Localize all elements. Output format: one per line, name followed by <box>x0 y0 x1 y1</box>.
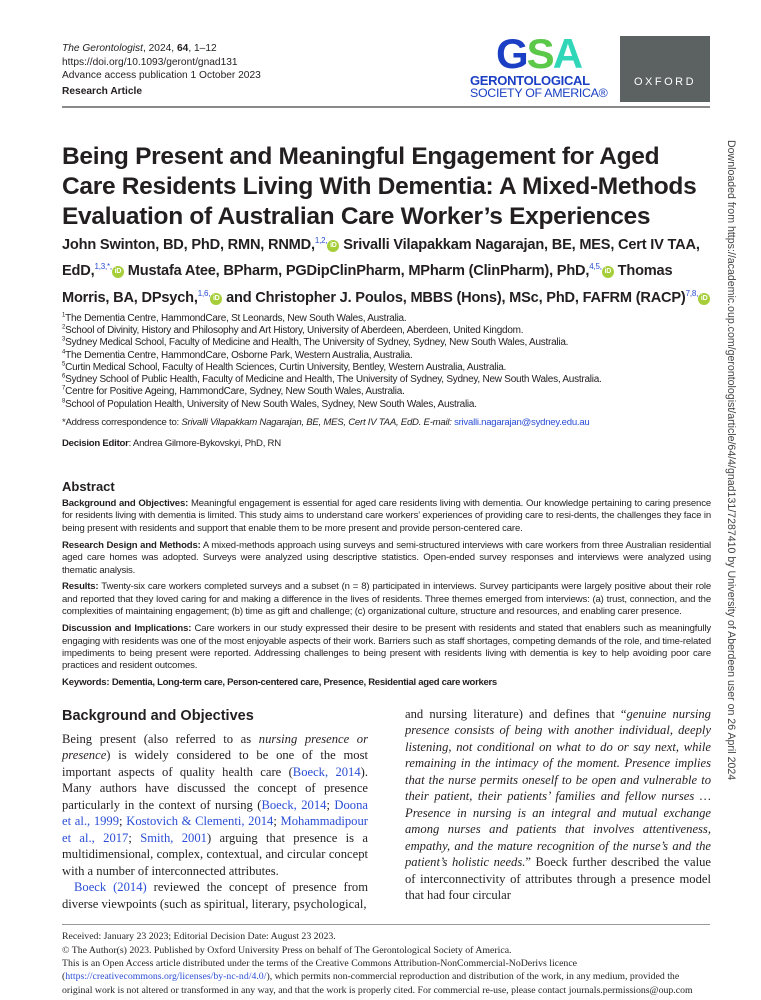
article-type: Research Article <box>62 85 143 97</box>
affiliation-marker[interactable]: 1,6, <box>197 288 211 298</box>
affiliation-marker[interactable]: 1,2, <box>314 236 328 245</box>
volume: 64 <box>176 43 189 54</box>
orcid-icon[interactable]: iD <box>698 293 710 305</box>
affiliation-text: The Dementia Centre, HammondCare, Osborne Park, Western Australia, Australia. <box>65 349 413 361</box>
affiliation-number: 1 <box>62 312 66 319</box>
author-name: Thomas Morris, BA, DPsych, <box>62 263 673 306</box>
correspondence-email-link[interactable]: srivalli.nagarajan@sydney.edu.au <box>454 416 590 428</box>
body-text: ; <box>119 814 127 829</box>
abstract-body <box>62 498 711 690</box>
footer-divider <box>62 924 710 925</box>
oxford-logo-text: OXFORD <box>633 76 697 88</box>
body-text: ; <box>273 814 281 829</box>
doi-link[interactable]: https://doi.org/10.1093/geront/gnad131 <box>62 56 238 68</box>
abstract-text: Care workers in our study expressed their desire to be present with residents and stated that enablers such as meaningfully engaging with residents was one of the most enjoyable aspects of their work. Barriers such as staff shortages, competing demands of the role, and time-related impediments to being present were reported. Addressing challenges to being present with residents living with dementia is key to help avoiding poor care practices and resident outcomes. <box>62 623 711 672</box>
body-text: ) arguing that presence is a multidimensional, complex, contextual, and circular concept with a number of interconnected attributes. <box>62 830 368 878</box>
citation-text: , 2024, <box>142 43 177 54</box>
affiliation-marker[interactable]: 1,3,*, <box>94 262 112 272</box>
citation-link[interactable]: Doona et al., 1999 <box>62 797 368 829</box>
affiliation <box>62 337 712 349</box>
orcid-icon[interactable]: iD <box>210 293 222 305</box>
decision-editor <box>62 438 712 450</box>
gsa-logo-line2: SOCIETY OF AMERICA® <box>470 86 608 100</box>
citation-link[interactable]: Mohammadipour et al., 2017 <box>62 814 368 845</box>
body-text: ; <box>326 797 335 812</box>
affiliation <box>62 374 712 386</box>
citation-link[interactable]: Boeck (2014) <box>74 880 147 895</box>
abstract-label: Background and Objectives: <box>62 498 189 509</box>
body-text: and nursing literature) and defines that “ <box>405 706 627 721</box>
download-note <box>722 140 742 781</box>
keywords-label: Keywords: <box>62 677 110 689</box>
body-paragraph <box>62 731 368 880</box>
affiliation <box>62 313 712 325</box>
affiliation-number: 6 <box>62 373 66 380</box>
author-block <box>62 230 712 450</box>
body-column-right-wrapper <box>405 706 711 904</box>
body-text: ” Boeck further described the value of interconnectivity of attributes through a presence model that had four circular <box>405 855 711 903</box>
abstract-section <box>62 623 711 673</box>
abstract-heading: Abstract <box>62 479 115 494</box>
keywords-list: Dementia, Long-term care, Person-centered care, Presence, Residential aged care workers <box>109 677 497 689</box>
body-column-right <box>405 706 711 904</box>
abstract-text: Meaningful engagement is essential for aged care residents living with dementia. Our knowledge pertaining to caring presence for residents living with dementia is limited. This study aims to understand care workers’ experiences of providing care to resi-dents, the challenges they face in being present with residents and support that enable them to be more present and provide person-centered care. <box>62 498 711 534</box>
citation-link[interactable]: Boeck, 2014 <box>292 764 361 779</box>
affiliation-text: Curtin Medical School, Faculty of Health Sciences, Curtin University, Bentley, Western Australia, Australia. <box>65 361 507 373</box>
body-text: ; <box>128 830 141 845</box>
affiliation-text: Centre for Positive Ageing, HammondCare, Sydney, New South Wales, Australia. <box>65 386 405 398</box>
affiliation-marker[interactable]: 4,5, <box>589 262 602 272</box>
keywords <box>62 677 711 689</box>
affiliation <box>62 399 712 411</box>
body-text: ). Many authors have discussed the concept of presence particularly in the context of nursing ( <box>62 764 368 812</box>
body-text: reviewed the concept of presence from diverse viewpoints (such as spiritual, literary, psychological, <box>62 880 368 911</box>
affiliation-text: School of Divinity, History and Philosophy and Art History, University of Aberdeen, Aberdeen, United Kingdom. <box>65 325 524 337</box>
gsa-logo-mark: GSA <box>496 30 582 77</box>
abstract-section <box>62 498 711 535</box>
affiliation-text: Sydney Medical School, Faculty of Medicine and Health, The University of Sydney, Sydney, New South Wales, Australia. <box>65 337 569 349</box>
author-name: Srivalli Vilapakkam Nagarajan, BE, MES, Cert IV TAA, EdD, <box>62 236 700 280</box>
abstract-text: Twenty-six care workers completed surveys and a subset (n = 8) participated in interviews. Survey participants were largely positive about their role and reported that they loved caring for and making a difference in the lives of residents. Three themes emerged from interviews: (a) trust, connection, and the complexities of maintaining engagement; (b) time as gift and challenge; (c) organizational culture, structure and resources, and enabling carer presence. <box>62 581 711 618</box>
citation-link[interactable]: Kostovich & Clementi, 2014 <box>126 814 274 829</box>
affiliation <box>62 350 712 362</box>
body-columns <box>62 706 711 913</box>
license-link[interactable]: https://creativecommons.org/licenses/by-nc-nd/4.0/ <box>65 971 267 983</box>
header-divider <box>62 106 710 108</box>
received-dates: Received: January 23 2023; Editorial Decision Date: August 23 2023. <box>62 931 336 943</box>
pages: , 1–12 <box>188 43 217 54</box>
body-column-left <box>62 731 368 913</box>
affiliation-text: The Dementia Centre, HammondCare, St Leonards, New South Wales, Australia. <box>65 313 407 325</box>
body-text: ) is widely considered to be one of the most important aspects of quality health care ( <box>62 748 368 779</box>
decision-editor-label: Decision Editor <box>62 437 129 449</box>
citation-link[interactable]: Smith, 2001 <box>140 830 207 845</box>
italic-text: nursing presence or presence <box>62 731 368 763</box>
affiliation-number: 4 <box>62 349 66 356</box>
abstract-label: Discussion and Implications: <box>62 623 192 635</box>
affiliation <box>62 325 712 337</box>
author-name: John Swinton, BD, PhD, RMN, RNMD, <box>62 236 315 253</box>
affiliation-number: 2 <box>62 324 66 331</box>
body-paragraph <box>405 706 711 904</box>
author-name: Mustafa Atee, BPharm, PGDipClinPharm, MPharm (ClinPharm), PhD, <box>127 263 590 280</box>
affiliation <box>62 362 712 374</box>
orcid-icon[interactable]: iD <box>327 240 339 252</box>
italic-text: genuine nursing presence consists of being with another individual, deeply listening, not conditional on what to do or say next, while remaining in the intimacy of the moment. Presence implies that the nurse permits oneself to be open and vulnerable to their patient, their patients’ families and fellow nurses … Presence in nursing is an integral and mutual exchange among nurses and patients that involves attentiveness, empathy, and the mature recognition of the nurse’s and the patient’s holistic needs. <box>405 706 711 870</box>
correspondence-prefix: *Address correspondence to: <box>62 416 182 428</box>
abstract-section <box>62 540 711 577</box>
affiliations <box>62 313 712 411</box>
affiliation-text: Sydney School of Public Health, Faculty of Medicine and Health, The University of Sydney, Sydney, New South Wales, Australia. <box>65 374 602 386</box>
article-title: Being Present and Meaningful Engagement for Aged Care Residents Living With Dementia: A Mixed-Methods Evaluation of Australian Care Worker’s Experiences <box>62 143 697 230</box>
copyright: © The Author(s) 2023. Published by Oxford University Press on behalf of The Gerontological Society of America. <box>62 944 512 956</box>
correspondence-name: Srivalli Vilapakkam Nagarajan, BE, MES, Cert IV TAA, EdD. E-mail: <box>181 416 455 428</box>
gsa-logo-line1: GERONTOLOGICAL <box>470 73 590 88</box>
orcid-icon[interactable]: iD <box>602 266 614 278</box>
article-content <box>62 479 711 997</box>
affiliation-number: 3 <box>62 337 66 344</box>
affiliation-number: 5 <box>62 361 66 368</box>
license-text: This is an Open Access article distributed under the terms of the Creative Commons Attribution-NonCommercial-NoDerivs licence ( <box>62 958 578 983</box>
abstract-section <box>62 581 711 618</box>
license <box>62 957 712 997</box>
citation-link[interactable]: Boeck, 2014 <box>261 797 327 812</box>
article-footer <box>62 930 712 997</box>
abstract-text: A mixed-methods approach using surveys and semi-structured interviews with care workers from three Australian residential aged care homes was adopted. Surveys were analyzed using descriptive statistics. Open-ended survey responses and interviews were analyzed using thematic analysis. <box>62 539 711 576</box>
author-name: and Christopher J. Poulos, MBBS (Hons), MSc, PhD, FAFRM (RACP) <box>226 289 686 306</box>
orcid-icon[interactable]: iD <box>112 266 124 278</box>
affiliation-number: 7 <box>62 385 66 392</box>
body-column-left-wrapper <box>62 706 368 913</box>
body-text: Being present (also referred to as <box>62 731 259 746</box>
section-heading: Background and Objectives <box>62 707 254 724</box>
abstract-label: Results: <box>62 581 99 593</box>
download-note-text: Downloaded from https://academic.oup.com/gerontologist/article/64/4/gnad131/7287410 by University of Aberdeen user on 26 April 2024 <box>725 140 737 781</box>
affiliation <box>62 386 712 398</box>
affiliation-text: School of Population Health, University of New South Wales, Sydney, New South Wales, Australia. <box>65 398 477 410</box>
license-text: ), which permits non-commercial reproduction and distribution of the work, in any medium, provided the original work is not altered or transformed in any way, and that the work is properly cited. For commercial re-use, please contact journals.permissions@oup.com <box>62 971 693 996</box>
oxford-logo <box>620 36 710 102</box>
author-list <box>62 230 712 309</box>
abstract-label: Research Design and Methods: <box>62 539 201 551</box>
gsa-logo <box>470 30 615 102</box>
correspondence <box>62 417 712 429</box>
decision-editor-name: : Andrea Gilmore-Bykovskyi, PhD, RN <box>128 437 281 449</box>
body-paragraph <box>62 879 368 912</box>
journal-name: The Gerontologist <box>62 43 143 54</box>
advance-access: Advance access publication 1 October 2023 <box>62 70 261 82</box>
journal-header <box>62 42 261 98</box>
affiliation-marker[interactable]: 7,8, <box>685 288 699 298</box>
affiliation-number: 8 <box>62 398 66 405</box>
